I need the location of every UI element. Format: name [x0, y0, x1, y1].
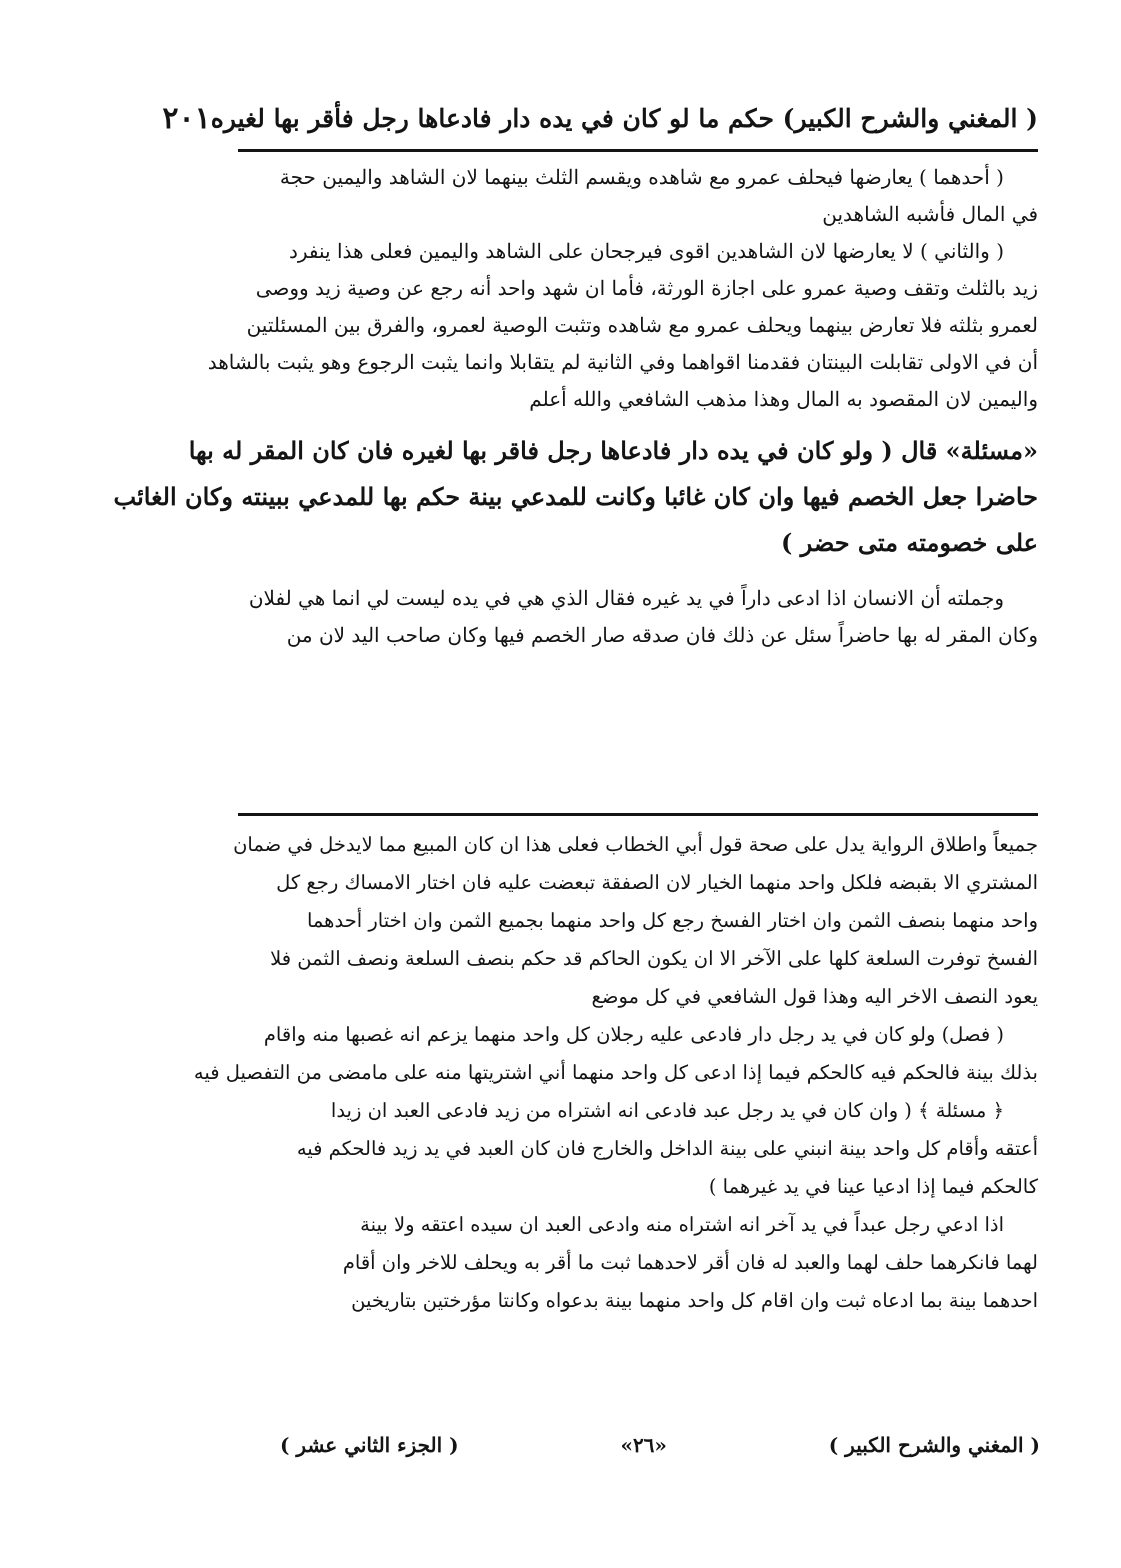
- text-line: وجملته أن الانسان اذا ادعى داراً في يد غيره فقال الذي هي في يده ليست لي انما هي لفلان: [248, 586, 1004, 610]
- text-line: في المال فأشبه الشاهدين: [822, 202, 1038, 226]
- text-line: أن في الاولى تقابلت البينتان فقدمنا اقواهما وفي الثانية لم يتقابلا وانما يثبت الرجوع وهو يثبت بالشاهد: [207, 350, 1038, 374]
- footer-book-title: ( المغني والشرح الكبير ): [828, 1433, 1040, 1457]
- text-line: ( والثاني ) لا يعارضها لان الشاهدين اقوى فيرجحان على الشاهد واليمين فعلى هذا ينفرد: [288, 239, 1004, 263]
- text-line: لعمرو بثلثه فلا تعارض بينهما ويحلف عمرو مع شاهده وتثبت الوصية لعمرو، والفرق بين المسئلتين: [246, 313, 1038, 337]
- footnote-text: [193, 826, 1038, 1320]
- footnote-line: بذلك بينة فالحكم فيه كالحكم فيما إذا ادعى كل واحد منهما أني اشتريتها منه على مامضى من التفصيل فيه: [193, 1061, 1038, 1084]
- footnote-line: أعتقه وأقام كل واحد بينة انبني على بينة الداخل والخارج فان كان العبد في يد زيد فالحكم فيه: [296, 1137, 1038, 1160]
- footnote-line: ﴿ مسئلة ﴾ ( وان كان في يد رجل عبد فادعى انه اشتراه من زيد فادعى العبد ان زيدا: [330, 1099, 1004, 1122]
- footnote-line: لهما فانكرهما حلف لهما والعبد له فان أقر لاحدهما ثبت ما أقر به ويحلف للاخر وان أقام: [342, 1251, 1038, 1274]
- text-line: على خصومته متى حضر ): [780, 528, 1038, 557]
- footnote-line: اذا ادعي رجل عبداً في يد آخر انه اشتراه منه وادعى العبد ان سيده اعتقه ولا بينة: [360, 1213, 1004, 1236]
- text-line: حاضرا جعل الخصم فيها وان كان غائبا وكانت للمدعي بينة حكم بها للمدعي ببينته وكان الغائب: [113, 482, 1038, 511]
- footnote-line: احدهما بينة بما ادعاه ثبت وان اقام كل واحد منهما بينة بدعواه وكانتا مؤرختين بتاريخين: [351, 1289, 1038, 1312]
- footer-sheet-number: «٢٦»: [620, 1433, 667, 1457]
- page-footer: [280, 1425, 1040, 1465]
- footnote-separator: [238, 813, 1038, 816]
- footer-volume: ( الجزء الثاني عشر ): [280, 1433, 459, 1457]
- text-line: واليمين لان المقصود به المال وهذا مذهب الشافعي والله أعلم: [529, 387, 1038, 411]
- footnote-line: ( فصل) ولو كان في يد رجل دار فادعى عليه رجلان كل واحد منهما يزعم انه غصبها منه واقام: [263, 1023, 1004, 1046]
- footnote-line: جميعاً واطلاق الرواية يدل على صحة قول أبي الخطاب فعلى هذا ان كان المبيع مما لايدخل في ضمان: [233, 833, 1038, 856]
- text-line: ( أحدهما ) يعارضها فيحلف عمرو مع شاهده ويقسم الثلث بينهما لان الشاهد واليمين حجة: [279, 165, 1004, 189]
- text-line: وكان المقر له بها حاضراً سئل عن ذلك فان صدقه صار الخصم فيها وكان صاحب اليد لان من: [286, 623, 1038, 647]
- footnote-line: المشتري الا بقبضه فلكل واحد منهما الخيار لان الصفقة تبعضت عليه فان اختار الامساك رجع كل: [276, 871, 1038, 894]
- page-number: ٢٠١: [162, 100, 211, 136]
- footnote-line: يعود النصف الاخر اليه وهذا قول الشافعي في كل موضع: [591, 985, 1038, 1008]
- footnote-line: واحد منهما بنصف الثمن وان اختار الفسخ رجع كل واحد منهما بجميع الثمن وان اختار أحدهما: [306, 909, 1038, 932]
- running-header: [162, 92, 1038, 144]
- footnote-line: كالحكم فيما إذا ادعيا عينا في يد غيرهما ): [708, 1175, 1038, 1198]
- text-line: «مسئلة» قال ( ولو كان في يده دار فادعاها رجل فاقر بها لغيره فان كان المقر له بها: [188, 436, 1038, 465]
- text-line: زيد بالثلث وتقف وصية عمرو على اجازة الورثة، فأما ان شهد واحد أنه رجع عن وصية زيد ووصى: [255, 276, 1038, 300]
- running-title: ( المغني والشرح الكبير) حكم ما لو كان في يده دار فادعاها رجل فأقر بها لغيره: [210, 103, 1038, 133]
- header-rule: [238, 149, 1038, 152]
- footnote-line: الفسخ توفرت السلعة كلها على الآخر الا ان يكون الحاكم قد حكم بنصف السلعة ونصف الثمن فلا: [270, 947, 1038, 970]
- main-text: [113, 159, 1038, 654]
